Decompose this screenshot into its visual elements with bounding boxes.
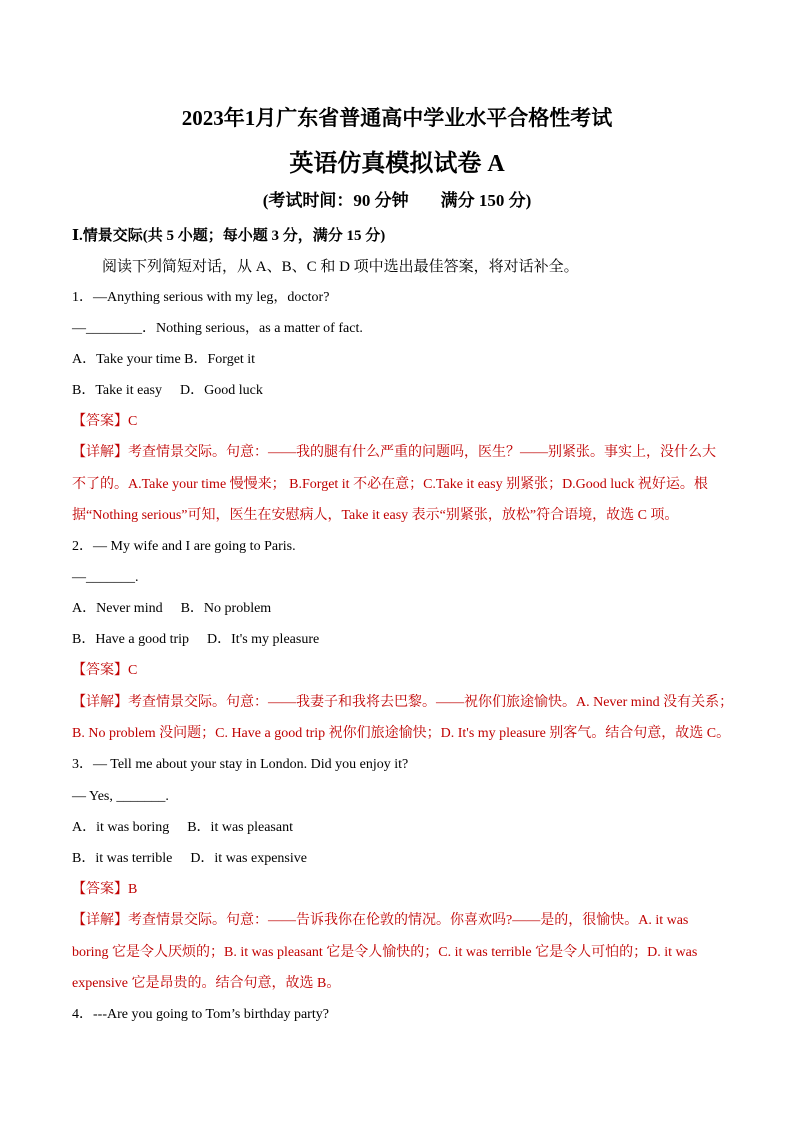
q2-options-ab — [72, 599, 271, 619]
q1-option-d: D．Good luck — [180, 383, 263, 398]
exam-info — [0, 186, 794, 211]
q3-options-cd — [72, 849, 307, 869]
exam-time: (考试时间：90 分钟 — [262, 191, 409, 210]
q2-stem: 2．— My wife and I are going to Paris. — [72, 539, 296, 554]
q4-stem: 4．---Are you going to Tom’s birthday party? — [72, 1007, 329, 1022]
q2-detail-tag: 【详解】 — [72, 695, 128, 710]
q3-detail-line-2: boring 它是令人厌烦的；B. it was pleasant 它是令人愉快的；C. it was terrible 它是令人可怕的；D. it was — [72, 945, 698, 960]
q3-option-c: B．it was terrible — [72, 851, 173, 866]
q3-answer-value: B — [128, 882, 138, 897]
q1-option-c: B．Take it easy — [72, 383, 162, 398]
q1-options-ab: A．Take your time B．Forget it — [72, 352, 256, 367]
q3-detail-tag: 【详解】 — [72, 913, 128, 928]
q1-answer-tag: 【答案】 — [72, 414, 128, 429]
q2-answer-value: C — [128, 663, 138, 678]
section-instruction: 阅读下列简短对话，从 A、B、C 和 D 项中选出最佳答案，将对话补全。 — [102, 259, 579, 275]
q3-option-b: B．it was pleasant — [187, 820, 293, 835]
q3-detail-line-1: 【详解】考查情景交际。句意：——告诉我你在伦敦的情况。你喜欢吗?——是的，很愉快。A. it was — [72, 913, 689, 928]
q2-answer — [72, 661, 137, 681]
q2-detail-line-2: B. No problem 没问题；C. Have a good trip 祝你们旅途愉快；D. It's my pleasure 别客气。结合句意，故选 C。 — [72, 726, 731, 741]
q1-options-cd — [72, 381, 263, 401]
q2-answer-tag: 【答案】 — [72, 663, 128, 678]
q2-detail-line-1: 【详解】考查情景交际。句意：——我妻子和我将去巴黎。——祝你们旅途愉快。A. Never mind 没有关系； — [72, 695, 734, 710]
exam-score: 满分 150 分) — [440, 191, 532, 210]
q1-answer-value: C — [128, 414, 138, 429]
q1-reply: —________．Nothing serious，as a matter of fact. — [72, 321, 363, 336]
q2-options-cd — [72, 630, 319, 650]
q2-option-d: D．It's my pleasure — [207, 632, 320, 647]
q2-option-b: B．No problem — [180, 601, 272, 616]
q2-option-a: A．Never mind — [72, 601, 163, 616]
q2-reply: —_______. — [72, 570, 139, 585]
q1-stem: 1．—Anything serious with my leg，doctor? — [72, 290, 330, 305]
q3-answer-tag: 【答案】 — [72, 882, 128, 897]
q3-detail-line-3: expensive 它是昂贵的。结合句意，故选 B。 — [72, 976, 341, 991]
q3-stem: 3．— Tell me about your stay in London. Did you enjoy it? — [72, 757, 409, 772]
q3-option-a: A．it was boring — [72, 820, 170, 835]
q1-detail-line-1: 【详解】考查情景交际。句意：——我的腿有什么严重的问题吗，医生？——别紧张。事实上，没什么大 — [72, 445, 716, 460]
q1-detail-tag: 【详解】 — [72, 445, 128, 460]
q2-option-c: B．Have a good trip — [72, 632, 190, 647]
q3-answer — [72, 880, 137, 900]
exam-subtitle: 英语仿真模拟试卷 A — [289, 151, 505, 177]
q1-detail-line-3: 据“Nothing serious”可知，医生在安慰病人，Take it easy 表示“别紧张，放松”符合语境，故选 C 项。 — [72, 508, 679, 523]
section-heading: Ⅰ.情景交际(共 5 小题；每小题 3 分，满分 15 分) — [72, 228, 386, 244]
q3-option-d: D．it was expensive — [190, 851, 307, 866]
q3-options-ab — [72, 818, 293, 838]
exam-title: 2023年1月广东省普通高中学业水平合格性考试 — [181, 106, 613, 130]
q3-reply: — Yes, _______. — [72, 789, 169, 804]
q1-detail-line-2: 不了的。A.Take your time 慢慢来； B.Forget it 不必在意；C.Take it easy 别紧张；D.Good luck 祝好运。根 — [72, 477, 708, 492]
q1-answer — [72, 412, 137, 432]
